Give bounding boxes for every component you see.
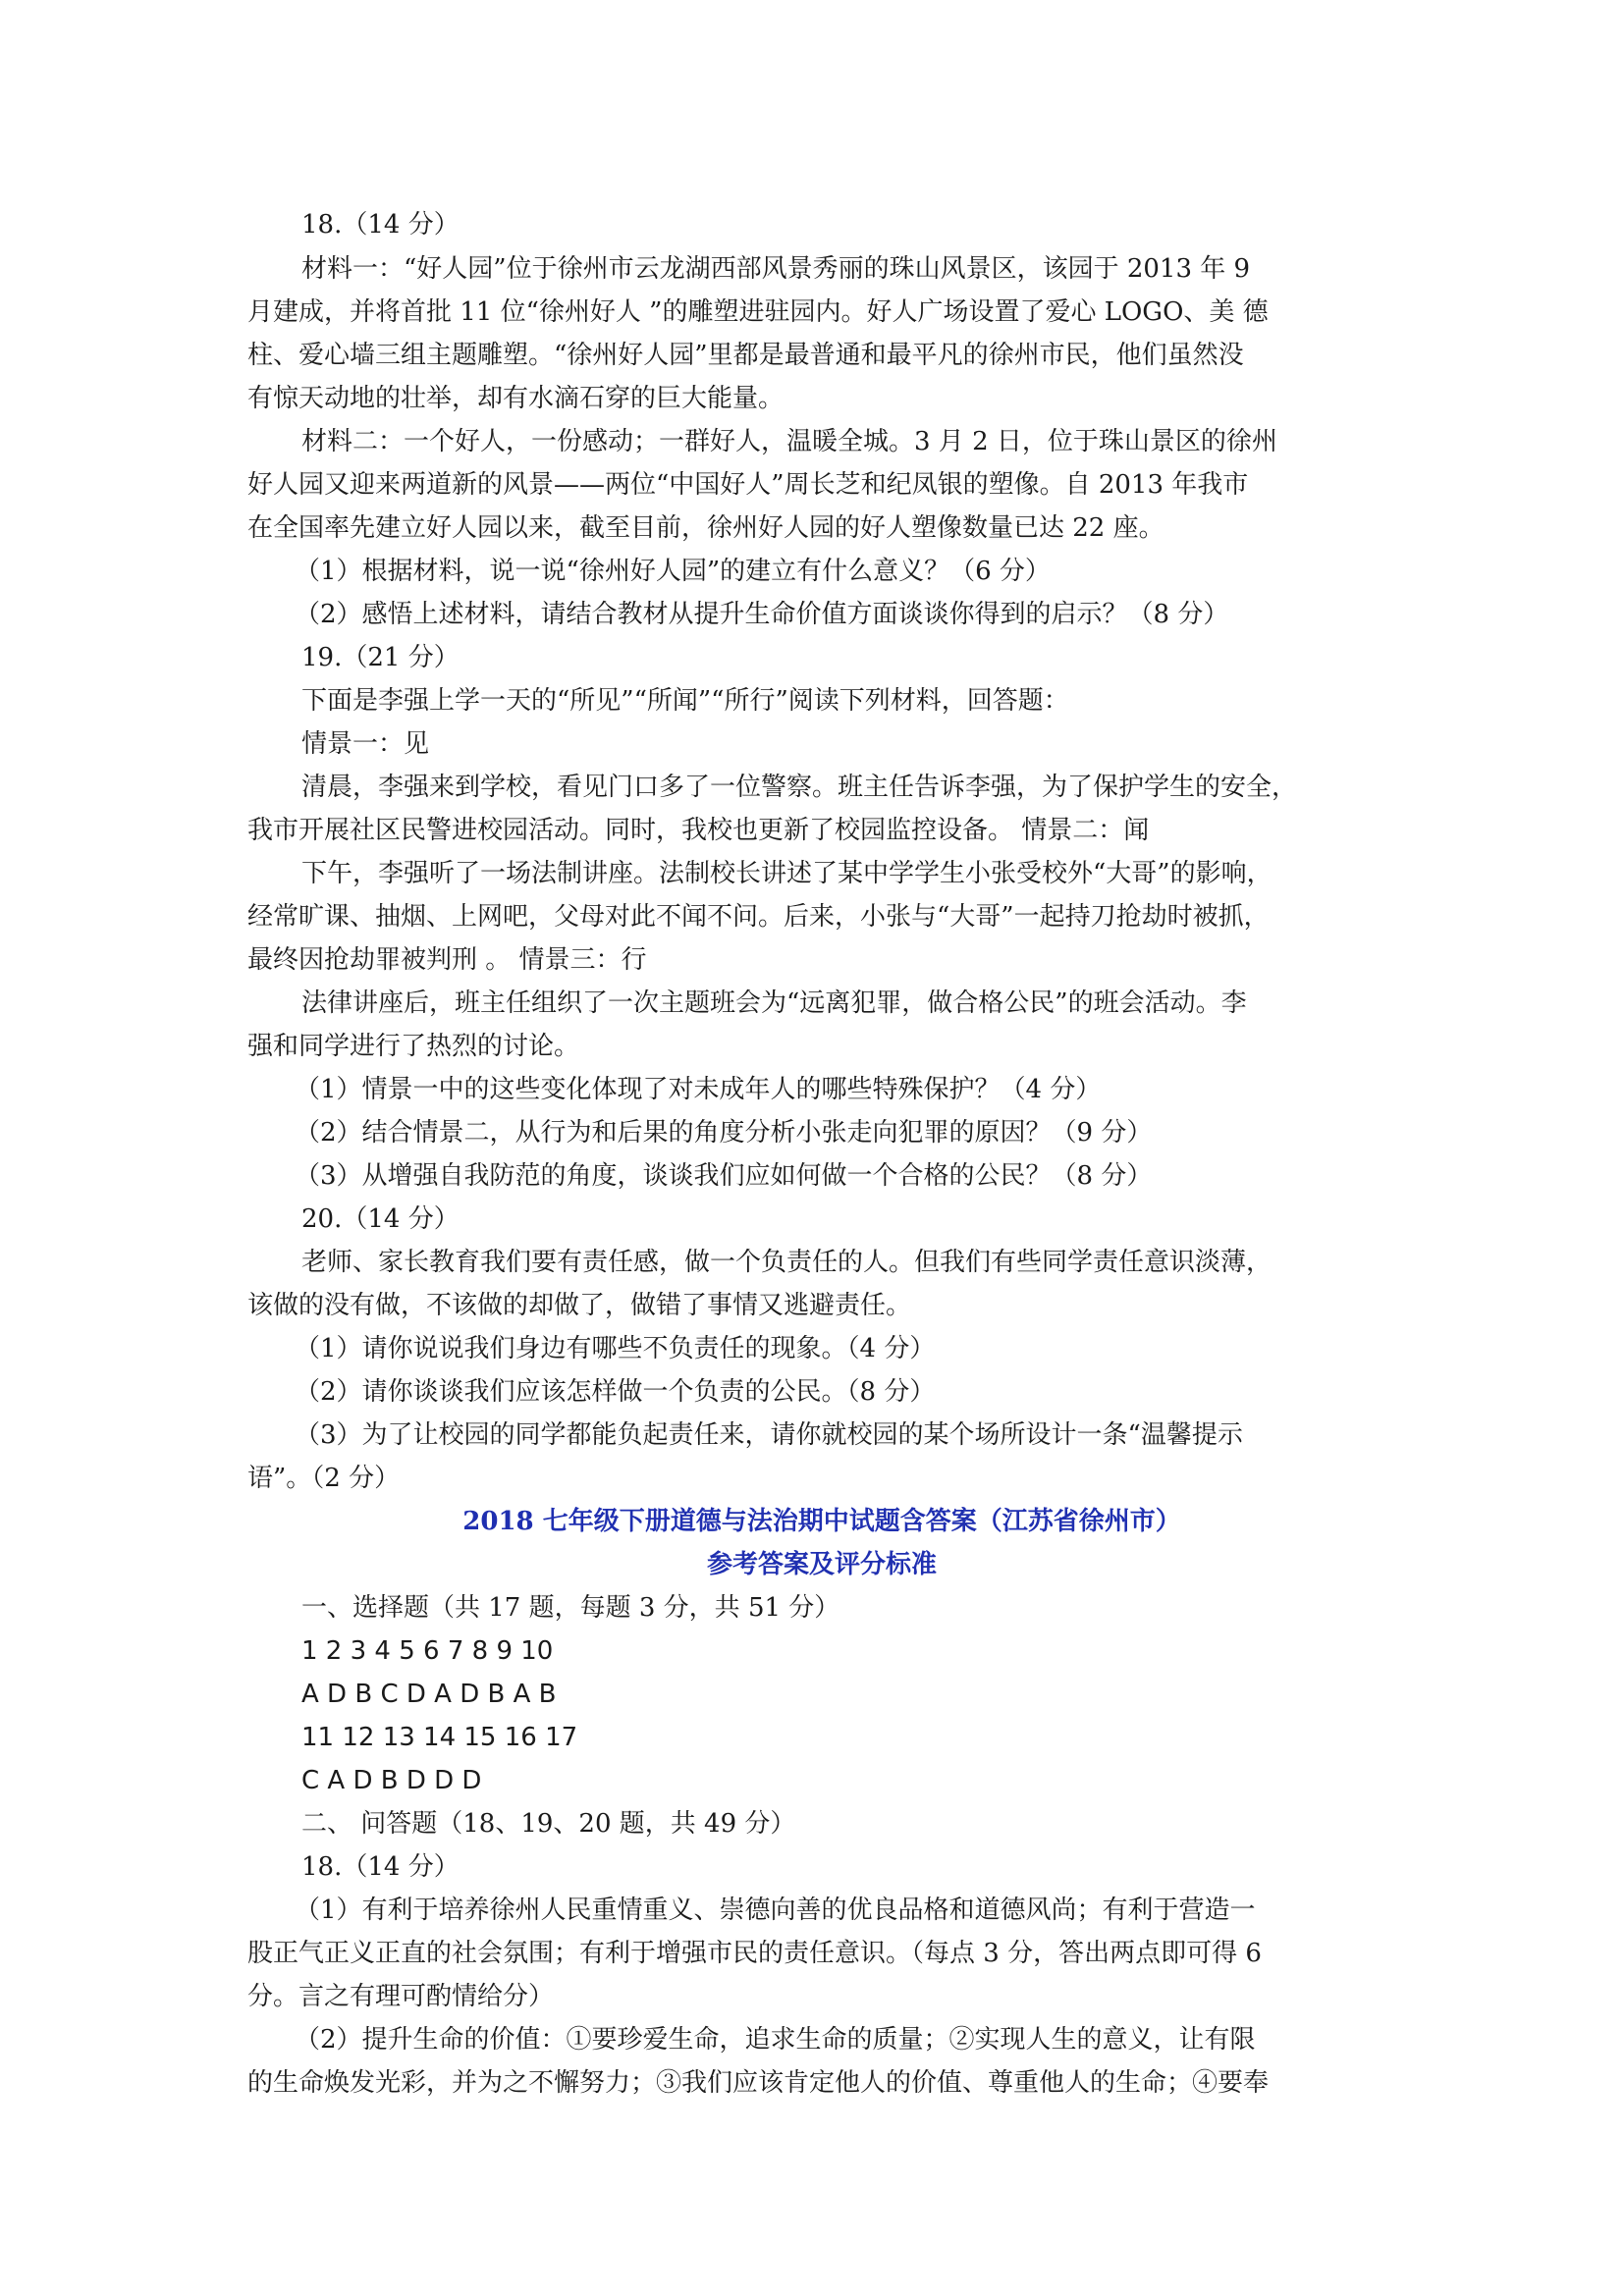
q20-sub-3-cont: 语”。（2 分） [247,1464,401,1493]
answer-18-1-line-2: 股正气正义正直的社会氛围；有利于增强市民的责任意识。（每点 3 分，答出两点即可得 6 [247,1939,1262,1968]
material-1-line-2: 月建成，并将首批 11 位“徐州好人 ”的雕塑进驻园内。好人广场设置了爱心 LOGO、美 德 [247,297,1269,327]
answer-numbers-1: 1 2 3 4 5 6 7 8 9 10 [301,1636,554,1666]
question-20-heading: 20.（14 分） [301,1204,460,1234]
answer-18-1-line-1: （1）有利于培养徐州人民重情重义、崇德向善的优良品格和道德风尚；有利于营造一 [295,1896,1256,1925]
material-1-line-1: 材料一：“好人园”位于徐州市云龙湖西部风景秀丽的珠山风景区，该园于 2013 年 9 [301,254,1251,284]
answer-letters-2: C A D B D D D [301,1766,482,1795]
answer-18-2-line-2: 的生命焕发光彩，并为之不懈努力；③我们应该肯定他人的价值、尊重他人的生命；④要奉 [247,2068,1270,2098]
q18-sub-2: （2）感悟上述材料，请结合教材从提升生命价值方面谈谈你得到的启示？（8 分） [295,600,1229,629]
scene-2-line-3: 最终因抢劫罪被判刑 。 情景三：行 [247,945,647,975]
material-2-line-1: 材料二：一个好人，一份感动；一群好人，温暖全城。3 月 2 日，位于珠山景区的徐州 [301,427,1277,456]
q20-sub-3: （3）为了让校园的同学都能负起责任来，请你就校园的某个场所设计一条“温馨提示 [295,1420,1243,1450]
q19-sub-1: （1）情景一中的这些变化体现了对未成年人的哪些特殊保护？（4 分） [295,1075,1102,1104]
scene-3-line-1: 法律讲座后，班主任组织了一次主题班会为“远离犯罪，做合格公民”的班会活动。李 [301,988,1247,1018]
question-18-heading: 18.（14 分） [301,210,460,240]
answer-letters-1: A D B C D A D B A B [301,1680,557,1709]
scene-1-line-2: 我市开展社区民警进校园活动。同时，我校也更新了校园监控设备。 情景二：闻 [247,816,1150,845]
scene-2-line-2: 经常旷课、抽烟、上网吧，父母对此不闻不问。后来，小张与“大哥”一起持刀抢劫时被抓， [247,902,1270,932]
question-19-heading: 19.（21 分） [301,643,460,672]
answer-18-1-line-3: 分。言之有理可酌情给分） [247,1982,555,2011]
q18-sub-1: （1）根据材料，说一说“徐州好人园”的建立有什么意义？（6 分） [295,557,1051,586]
q19-sub-2: （2）结合情景二，从行为和后果的角度分析小张走向犯罪的原因？（9 分） [295,1118,1153,1148]
scene-3-line-2: 强和同学进行了热烈的讨论。 [247,1032,580,1061]
scene-2-line-1: 下午，李强听了一场法制讲座。法制校长讲述了某中学学生小张受校外“大哥”的影响， [301,859,1272,888]
q20-sub-1: （1）请你说说我们身边有哪些不负责任的现象。（4 分） [295,1334,936,1363]
answer-numbers-2: 11 12 13 14 15 16 17 [301,1723,578,1752]
answer-18-2-line-1: （2）提升生命的价值：①要珍爱生命，追求生命的质量；②实现人生的意义，让有限 [295,2025,1256,2055]
q19-sub-3: （3）从增强自我防范的角度，谈谈我们应如何做一个合格的公民？（8 分） [295,1161,1153,1191]
scene-1-line-1: 清晨，李强来到学校，看见门口多了一位警察。班主任告诉李强，为了保护学生的安全， [301,773,1298,802]
choice-section-heading: 一、选择题（共 17 题，每题 3 分，共 51 分） [301,1593,840,1623]
material-1-line-3: 柱、爱心墙三组主题雕塑。“徐州好人园”里都是最普通和最平凡的徐州市民，他们虽然没 [247,341,1244,370]
answer-section-subtitle: 参考答案及评分标准 [706,1550,937,1579]
material-2-line-2: 好人园又迎来两道新的风景——两位“中国好人”周长芝和纪凤银的塑像。自 2013 年我市 [247,470,1249,500]
material-1-line-4: 有惊天动地的壮举，却有水滴石穿的巨大能量。 [247,384,785,413]
answer-18-heading: 18.（14 分） [301,1852,460,1882]
q19-intro: 下面是李强上学一天的“所见”“所闻”“所行”阅读下列材料，回答题： [301,686,1069,716]
q20-sub-2: （2）请你谈谈我们应该怎样做一个负责的公民。（8 分） [295,1377,936,1407]
material-2-line-3: 在全国率先建立好人园以来，截至目前，徐州好人园的好人塑像数量已达 22 座。 [247,513,1164,543]
qa-section-heading: 二、 问答题（18、19、20 题，共 49 分） [301,1809,796,1839]
answer-section-title: 2018 七年级下册道德与法治期中试题含答案（江苏省徐州市） [462,1507,1181,1536]
scene-1-title: 情景一：见 [301,729,430,759]
q20-intro-line-1: 老师、家长教育我们要有责任感，做一个负责任的人。但我们有些同学责任意识淡薄， [301,1248,1272,1277]
q20-intro-line-2: 该做的没有做，不该做的却做了，做错了事情又逃避责任。 [247,1291,912,1320]
